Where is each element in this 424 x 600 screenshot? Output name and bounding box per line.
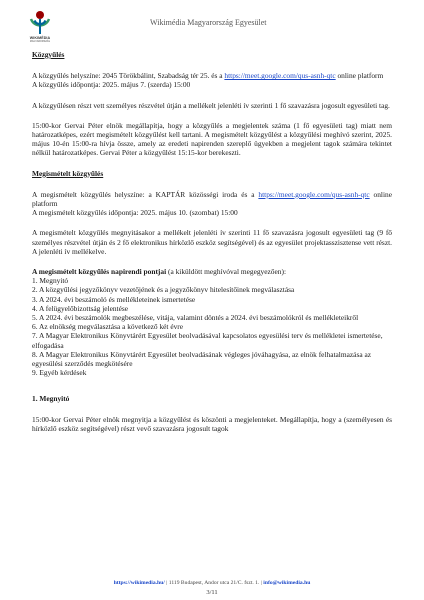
page-header	[0, 8, 424, 48]
agenda-item: 8. A Magyar Elektronikus Könyvtárért Egyesület beolvadásának végleges jóváhagyása, az elnök felhatalmazása az egyesülési szerződés megkötésére	[32, 349, 372, 369]
agenda-item: 1. Megnyitó	[32, 276, 69, 286]
repeat-venue-suffix: online platform	[32, 189, 392, 209]
footer-address: | 1119 Budapest, Andor utca 21/C. fszt. 1. |	[164, 580, 264, 586]
agenda-list	[32, 276, 392, 377]
section-heading-kozgyules: Közgyűlés	[32, 50, 65, 59]
agenda-intro	[32, 267, 392, 276]
venue-text: A közgyűlés helyszíne: 2045 Törökbálint, Szabadság tér 25. és a	[32, 71, 225, 81]
venue-paragraph	[32, 71, 392, 80]
agenda-item: 9. Egyéb kérdések	[32, 368, 87, 378]
section-heading-megnyito: 1. Megnyitó	[32, 394, 70, 404]
agenda-item: 5. A 2024. évi beszámolók megbeszélése, vitája, valamint döntés a 2024. évi beszámolókról és mellékleteikről	[32, 313, 359, 323]
wikimedia-logo	[22, 10, 58, 48]
quorum-paragraph: 15:00-kor Gervai Péter elnök megállapítja, hogy a közgyűlés a megjelentek száma (1 fő egyesületi tag) miatt nem határozatképes, ezért megismételt közgyűlést kell tartani. A megismételt közgyűlést a közgyűlési meghívó szerint, 2025. május 10-én 15:00-ra hívja össze, amely az eredeti napirenden szereplő ügyekben a megjelent tagok számára tekintet nélkül határozatképes. Gervai Péter a közgyűlést 15:15-kor berekeszti.	[32, 120, 392, 158]
logo-wordmark: WIKIMÉDIA	[29, 36, 51, 40]
agenda-suffix: (a kiküldött meghívóval megegyezően):	[166, 267, 286, 277]
agenda-item: 3. A 2024. évi beszámoló és mellékleteinek ismertetése	[32, 294, 196, 304]
organization-title: Wikimédia Magyarország Egyesület	[150, 18, 267, 27]
venue-suffix: online platform	[335, 71, 384, 81]
logo-subtitle: MAGYARORSZÁG	[29, 40, 51, 43]
footer-website-link[interactable]: https://wikimedia.hu/	[113, 580, 165, 586]
wikimedia-logo-icon	[28, 10, 52, 36]
date-paragraph: A közgyűlés időpontja: 2025. május 7. (szerda) 15:00	[32, 80, 191, 90]
footer-email-link[interactable]: info@wikimedia.hu	[263, 580, 311, 586]
document-body	[32, 50, 392, 433]
page-footer	[0, 579, 424, 587]
agenda-item: 6. Az elnökség megválasztása a következő két évre	[32, 322, 184, 332]
repeat-meet-link[interactable]: https://meet.google.com/qus-asnh-qtc	[258, 189, 370, 199]
repeat-venue-paragraph	[32, 190, 392, 208]
meet-link[interactable]: https://meet.google.com/qus-asnh-qtc	[224, 71, 336, 81]
repeat-venue-text: A megismételt közgyűlés helyszíne: a KAPTÁR közösségi iroda és a	[32, 189, 259, 199]
opening-paragraph: 15:00-kor Gervai Péter elnök megnyitja a közgyűlést és köszönti a megjelenteket. Megállapítja, hogy a (személyesen és hírközlő eszköz segítségével) részt vevő szavazásra jogosult tagok	[32, 414, 392, 433]
agenda-item: 7. A Magyar Elektronikus Könyvtárért Egyesület beolvadásával kapcsolatos egyesülési terv és mellékletei ismertetése, elfogadása	[32, 331, 383, 350]
agenda-item: 2. A közgyűlési jegyzőkönyv vezetőjének és a jegyzőkönyv hitelesítőinek megválasztása	[32, 285, 295, 295]
repeat-attendance-paragraph: A megismételt közgyűlés megnyitásakor a mellékelt jelenléti ív szerinti 11 fő szavazásra jogosult egyesületi tag (9 fő személyes részvétel útján és 2 fő elektronikus hírközlő eszköz segítségével) és az egyesület projektasszisztense vett részt. A jelenléti ív mellékelve.	[32, 228, 392, 256]
attendance-paragraph: A közgyűlésen részt vett személyes részvétel útján a mellékelt jelenléti ív szerinti 1 fő szavazásra jogosult egyesületi tag.	[32, 100, 390, 110]
section-heading-megismetelt: Megismételt közgyűlés	[32, 168, 104, 178]
page-number: 3/11	[206, 589, 218, 596]
agenda-item: 4. A felügyelőbizottság jelentése	[32, 303, 129, 313]
agenda-label: A megismételt közgyűlés napirendi pontjai	[32, 267, 167, 277]
repeat-date-paragraph: A megismételt közgyűlés időpontja: 2025. május 10. (szombat) 15:00	[32, 208, 238, 218]
